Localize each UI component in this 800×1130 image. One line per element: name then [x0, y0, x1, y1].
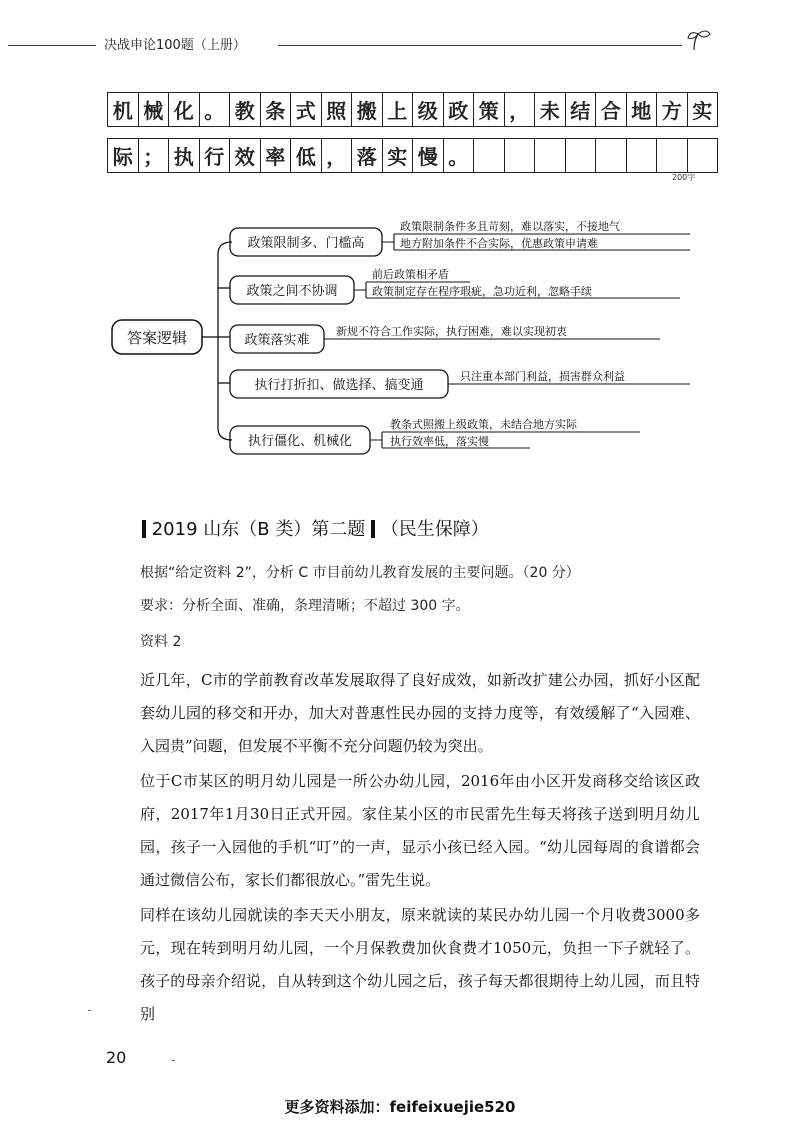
mindmap-note: 地方附加条件不合实际，优惠政策申请难 [400, 237, 598, 250]
mindmap-root-label: 答案逻辑 [126, 329, 188, 347]
grid-cell: 上 [382, 93, 413, 127]
requirement-text: 要求：分析全面、准确，条理清晰；不超过 300 字。 [140, 598, 470, 614]
book-title: 决战申论100题（上册） [104, 38, 246, 53]
section-title: 2019 山东（B 类）第二题 [151, 519, 366, 540]
section-subtitle: （民生保障） [380, 519, 489, 540]
mindmap-note: 前后政策相矛盾 [372, 268, 449, 281]
margin-mark [172, 1060, 175, 1061]
grid-cell: 策 [474, 93, 505, 127]
answer-grid-row-2 [107, 138, 718, 173]
mindmap-note: 只注重本部门利益，损害群众利益 [460, 370, 625, 383]
material-paragraph: 近几年，C市的学前教育改革发展取得了良好成效，如新改扩建公办园，抓好小区配套幼儿园的移交和开办，加大对普惠性民办园的支持力度等，有效缓解了“入园难、入园贵”问题，但发展不平衡不充分问题仍较为突出。 [140, 671, 700, 755]
grid-cell: 级 [413, 93, 444, 127]
question-text: 根据“给定资料 2”，分析 C 市目前幼儿教育发展的主要问题。（20 分） [140, 565, 580, 581]
grid-cell: 未 [535, 93, 566, 127]
grid-cell: 执 [169, 139, 200, 173]
grid-cell: 落 [352, 139, 383, 173]
grid-cell [626, 139, 657, 173]
grid-cell: 方 [657, 93, 688, 127]
material-paragraph: 位于C市某区的明月幼儿园是一所公办幼儿园，2016年由小区开发商移交给该区政府，2017年1月30日正式开园。家住某小区的市民雷先生每天将孩子送到明月幼儿园，孩子一入园他的手机“叮”的一声，显示小孩已经入园。“幼儿园每周的食谱都会通过微信公布，家长们都很放心。”雷先生说。 [140, 772, 700, 889]
grid-cell: 械 [138, 93, 169, 127]
grid-cell [565, 139, 596, 173]
grid-cell [535, 139, 566, 173]
grid-cell: 。 [443, 139, 474, 173]
margin-mark [88, 1010, 91, 1011]
grid-cell [687, 139, 718, 173]
grid-cell: 政 [443, 93, 474, 127]
grid-cell: 实 [687, 93, 718, 127]
grid-cell: 结 [565, 93, 596, 127]
grid-cell: 搬 [352, 93, 383, 127]
mindmap-note: 政策制定存在程序瑕疵，急功近利，忽略手续 [372, 285, 592, 298]
grid-cell: 机 [108, 93, 139, 127]
mindmap-branch-label: 执行打折扣、做选择、搞变通 [254, 378, 424, 393]
grid-cell [657, 139, 688, 173]
footer-note: 更多资料添加：feifeixuejie520 [284, 1098, 516, 1116]
grid-cell: 化 [169, 93, 200, 127]
grid-cell: 条 [260, 93, 291, 127]
grid-cell: 。 [199, 93, 230, 127]
grid-cell [596, 139, 627, 173]
material-paragraph: 同样在该幼儿园就读的李天天小朋友，原来就读的某民办幼儿园一个月收费3000多元，现在转到明月幼儿园，一个月保教费加伙食费才1050元，负担一下子就轻了。孩子的母亲介绍说，自从转到这个幼儿园之后，孩子每天都很期待上幼儿园，而且特别 [140, 906, 700, 1023]
running-header [0, 28, 800, 58]
grid-cell: 合 [596, 93, 627, 127]
grid-cell: 效 [230, 139, 261, 173]
grid-cell: 际 [108, 139, 139, 173]
grid-cell: 式 [291, 93, 322, 127]
grid-cell: 率 [260, 139, 291, 173]
material-body [140, 664, 700, 1031]
mindmap-note: 教条式照搬上级政策，未结合地方实际 [390, 418, 577, 431]
section-heading [142, 515, 489, 541]
answer-grid-row-1 [107, 92, 718, 127]
mindmap-branch-label: 执行僵化、机械化 [247, 434, 353, 449]
mindmap-branch-label: 政策之间不协调 [246, 284, 338, 299]
header-rule-right [278, 45, 682, 46]
word-count-label: 200字 [672, 173, 696, 182]
grid-cell [474, 139, 505, 173]
grid-cell: 地 [626, 93, 657, 127]
mindmap-branch-label: 政策限制多、门槛高 [247, 236, 365, 251]
grid-cell: 低 [291, 139, 322, 173]
grid-cell: 行 [199, 139, 230, 173]
grid-cell: 照 [321, 93, 352, 127]
answer-logic-mindmap [0, 190, 800, 480]
sprout-icon [680, 28, 716, 52]
grid-cell: ； [138, 139, 169, 173]
page-number: 20 [106, 1048, 127, 1067]
heading-bar-icon [142, 520, 146, 538]
mindmap-note: 执行效率低，落实慢 [390, 435, 489, 448]
mindmap-note: 政策限制条件多且苛刻，难以落实，不接地气 [400, 220, 620, 233]
header-rule-left [8, 45, 96, 46]
material-label: 资料 2 [140, 634, 182, 650]
mindmap-branch-label: 政策落实难 [244, 333, 310, 348]
mindmap-note: 新规不符合工作实际，执行困难，难以实现初衷 [336, 325, 567, 338]
grid-cell: 实 [382, 139, 413, 173]
grid-cell: ， [504, 93, 535, 127]
grid-cell: ， [321, 139, 352, 173]
grid-cell: 教 [230, 93, 261, 127]
heading-bar-icon [371, 520, 375, 538]
grid-cell [504, 139, 535, 173]
grid-cell: 慢 [413, 139, 444, 173]
